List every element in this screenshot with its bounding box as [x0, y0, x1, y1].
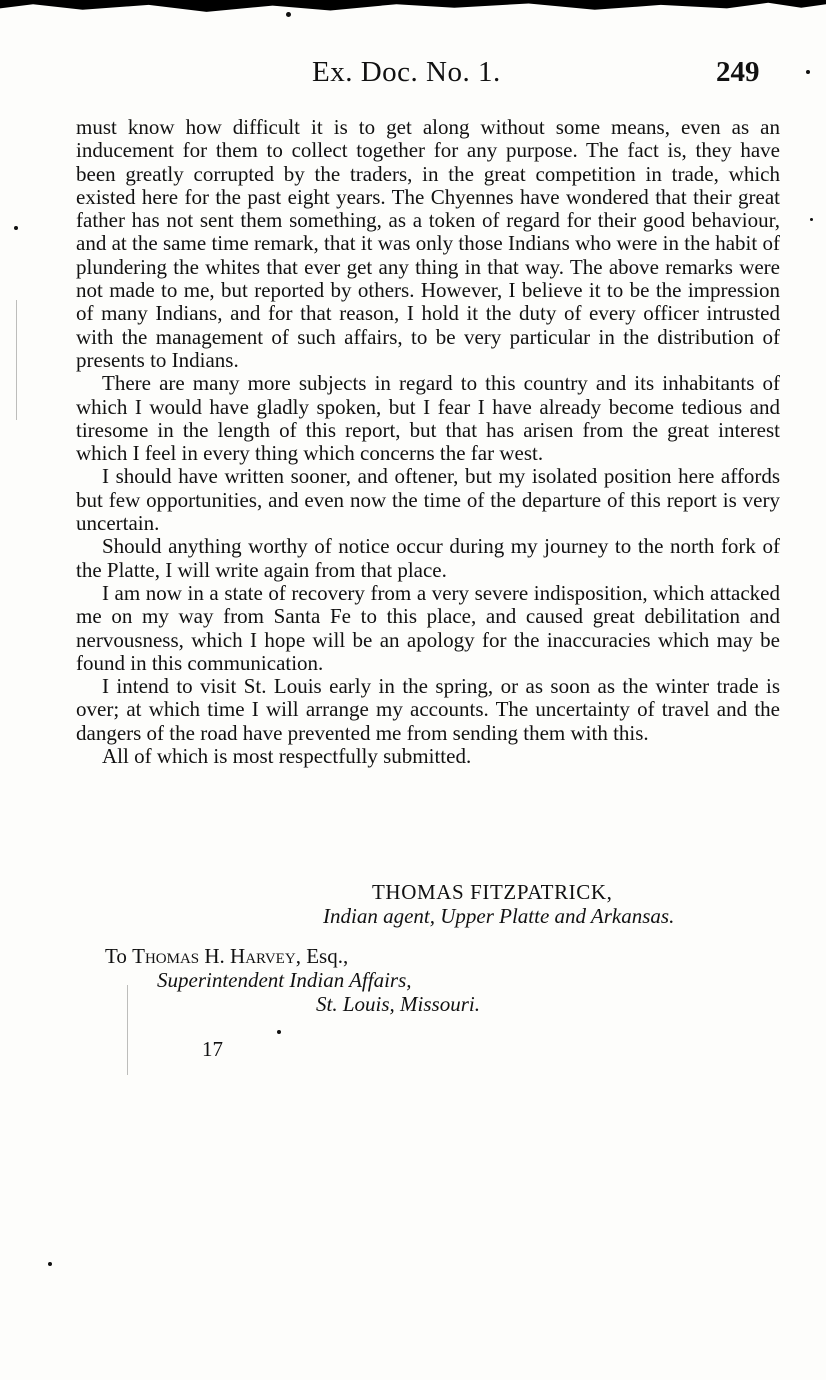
address-recipient: Thomas H. Harvey	[132, 944, 296, 968]
ink-speck	[277, 1030, 281, 1034]
address-line-recipient	[105, 944, 348, 969]
ink-speck	[48, 1262, 52, 1266]
ink-speck	[286, 12, 291, 17]
paragraph: I am now in a state of recovery from a very severe indisposition, which attacked me on my way from Santa Fe to this place, and caused great debilitation and nervousness, which I hope will be an apology for the inaccuracies which may be found in this communication.	[76, 580, 780, 675]
ink-speck	[810, 218, 813, 221]
body-text	[76, 116, 780, 768]
signature-role: Indian agent, Upper Platte and Arkansas.	[323, 904, 675, 928]
scan-artifact	[16, 300, 17, 420]
scan-artifact	[127, 985, 128, 1075]
address-line-place: St. Louis, Missouri.	[316, 992, 480, 1016]
running-header	[0, 56, 826, 96]
paragraph: Should anything worthy of notice occur during my journey to the north fork of the Platte, I will write again from that place.	[76, 534, 780, 582]
torn-top-edge	[0, 0, 826, 14]
page-number: 249	[716, 56, 760, 88]
address-suffix: , Esq.,	[295, 944, 349, 968]
paragraph: I intend to visit St. Louis early in the spring, or as soon as the winter trade is over; at which time I will arrange my accounts. The uncertainty of travel and the dangers of the road have prevented me from sending them with this.	[76, 674, 780, 745]
ink-speck	[14, 226, 18, 230]
printer-signature-mark: 17	[202, 1037, 223, 1061]
paragraph: All of which is most respectfully submitted.	[102, 744, 472, 769]
paragraph: I should have written sooner, and oftener, but my isolated position here affords but few opportunities, and even now the time of the departure of this report is very uncertain.	[76, 464, 780, 536]
paragraph: There are many more subjects in regard to this country and its inhabitants of which I would have gladly spoken, but I fear I have already become tedious and tiresome in the length of this report, but that has arisen from the great interest which I feel in every thing which concerns the far west.	[76, 371, 780, 466]
address-prefix: To	[105, 944, 133, 968]
document-title: Ex. Doc. No. 1.	[312, 56, 501, 88]
address-line-title: Superintendent Indian Affairs,	[157, 968, 412, 992]
signature-name: THOMAS FITZPATRICK,	[372, 880, 613, 904]
paragraph: must know how difficult it is to get along without some means, even as an inducement for them to collect together for any purpose. The fact is, they have been greatly corrupted by the traders, in the great competition in trade, which existed here for the past eight years. The Chyennes have wondered that their great father has not sent them something, as a token of regard for their good behaviour, and at the same time remark, that it was only those Indians who were in the habit of plundering the whites that ever get any thing in that way. The above remarks were not made to me, but reported by others. However, I believe it to be the impression of many Indians, and for that reason, I hold it the duty of every officer intrusted with the management of such affairs, to be very particular in the distribution of presents to Indians.	[76, 115, 780, 372]
ink-speck	[806, 70, 810, 74]
